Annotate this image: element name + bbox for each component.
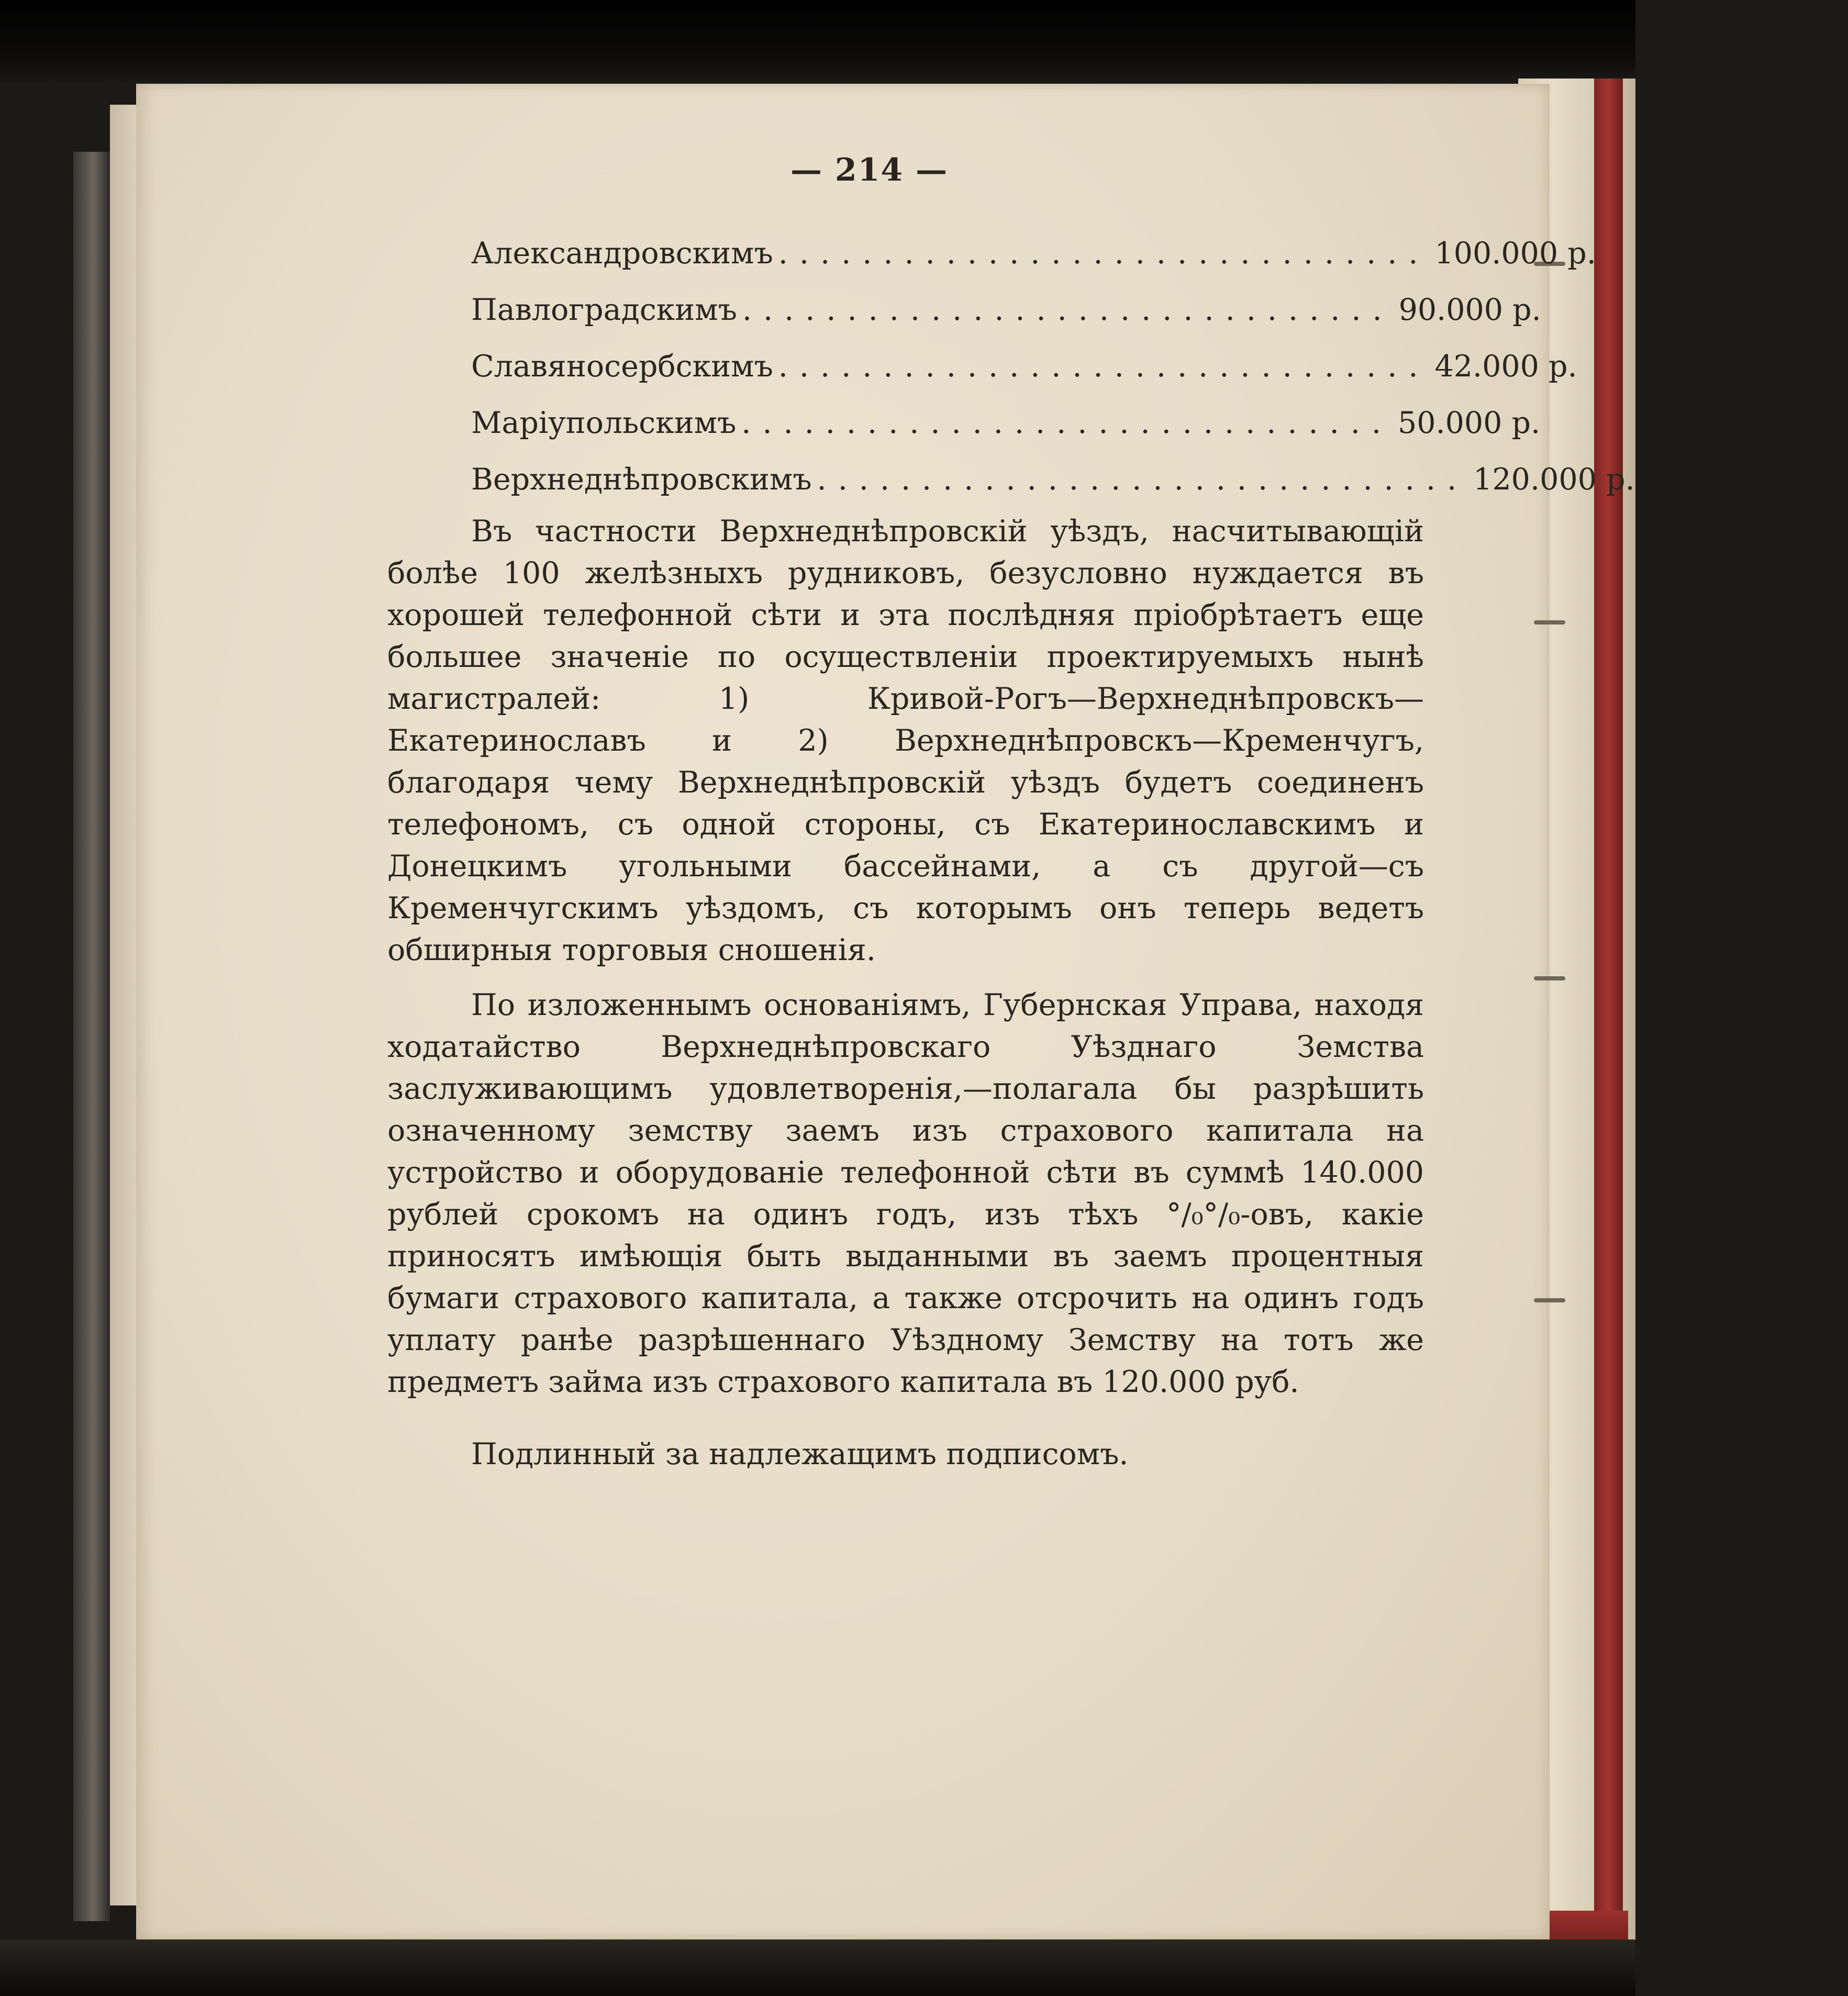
dark-background-bottom: [0, 1939, 1635, 1996]
list-item: [471, 451, 1635, 508]
district-amount: 90.000 р.: [1398, 293, 1541, 327]
paragraph: По изложеннымъ основаніямъ, Губернская Управа, находя ходатайство Верхнеднѣпровскаго Уѣзднаго Земства заслуживающимъ удовлетворенія,—полагала бы разрѣшить означенному земству заемъ изъ страхового капитала на устройство и оборудованіе телефонной сѣти въ суммѣ 140.000 рублей срокомъ на одинъ годъ, изъ тѣхъ °/₀°/₀-овъ, какіе приносятъ имѣющія быть выданными въ заемъ процентныя бумаги страхового капитала, а также отсрочить на одинъ годъ уплату ранѣе разрѣшеннаго Уѣздному Земству на тотъ же предметъ займа изъ страхового капитала въ 120.000 руб.: [387, 988, 1424, 1399]
list-item: [471, 338, 1577, 395]
district-amount: 120.000 р.: [1473, 462, 1635, 497]
page-marker: [1534, 620, 1565, 625]
leader-dots: ...............................: [778, 349, 1430, 384]
red-page-edge: [1594, 79, 1623, 1942]
district-amount: 42.000 р.: [1434, 349, 1577, 384]
page-marker: [1534, 976, 1565, 980]
list-item: [471, 395, 1541, 451]
paragraph: Въ частности Верхнеднѣпровскій уѣздъ, насчитывающій болѣе 100 желѣзныхъ рудниковъ, безусловно нуждается въ хорошей телефонной сѣти и эта послѣдняя пріобрѣтаетъ еще большее значеніе по осуществленіи проектируемыхъ нынѣ магистралей: 1) Кривой-Рогъ—Верхнеднѣпровскъ—Екатеринославъ и 2) Верхнеднѣпровскъ—Кременчугъ, благодаря чему Верхнеднѣпровскій уѣздъ будетъ соединенъ телефономъ, съ одной стороны, съ Екатеринославскимъ и Донецкимъ угольными бассейнами, а съ другой—съ Кременчугскимъ уѣздомъ, съ которымъ онъ теперь ведетъ обширныя торговыя сношенія.: [387, 514, 1424, 967]
leader-dots: ...............................: [778, 236, 1430, 271]
page-marker: [1534, 1298, 1565, 1302]
district-name: Павлоградскимъ: [471, 293, 737, 327]
district-name: Маріупольскимъ: [471, 406, 737, 440]
leader-dots: ...............................: [817, 462, 1468, 497]
district-name: Славяносербскимъ: [471, 349, 773, 384]
district-name: Александровскимъ: [471, 236, 773, 271]
district-name: Верхнеднѣпровскимъ: [471, 462, 812, 497]
list-item: [471, 282, 1541, 338]
page-number: — 214 —: [791, 152, 949, 188]
list-item: [471, 225, 1596, 282]
leader-dots: ...............................: [742, 293, 1394, 327]
closing-line: Подлинный за надлежащимъ подписомъ.: [471, 1437, 1129, 1471]
book-spine: [73, 152, 110, 1921]
allocation-list: [471, 225, 1635, 508]
district-amount: 50.000 р.: [1397, 406, 1541, 440]
district-amount: 100.000 р.: [1434, 236, 1596, 271]
leader-dots: ...............................: [741, 406, 1393, 440]
dark-background-top: [0, 0, 1635, 84]
